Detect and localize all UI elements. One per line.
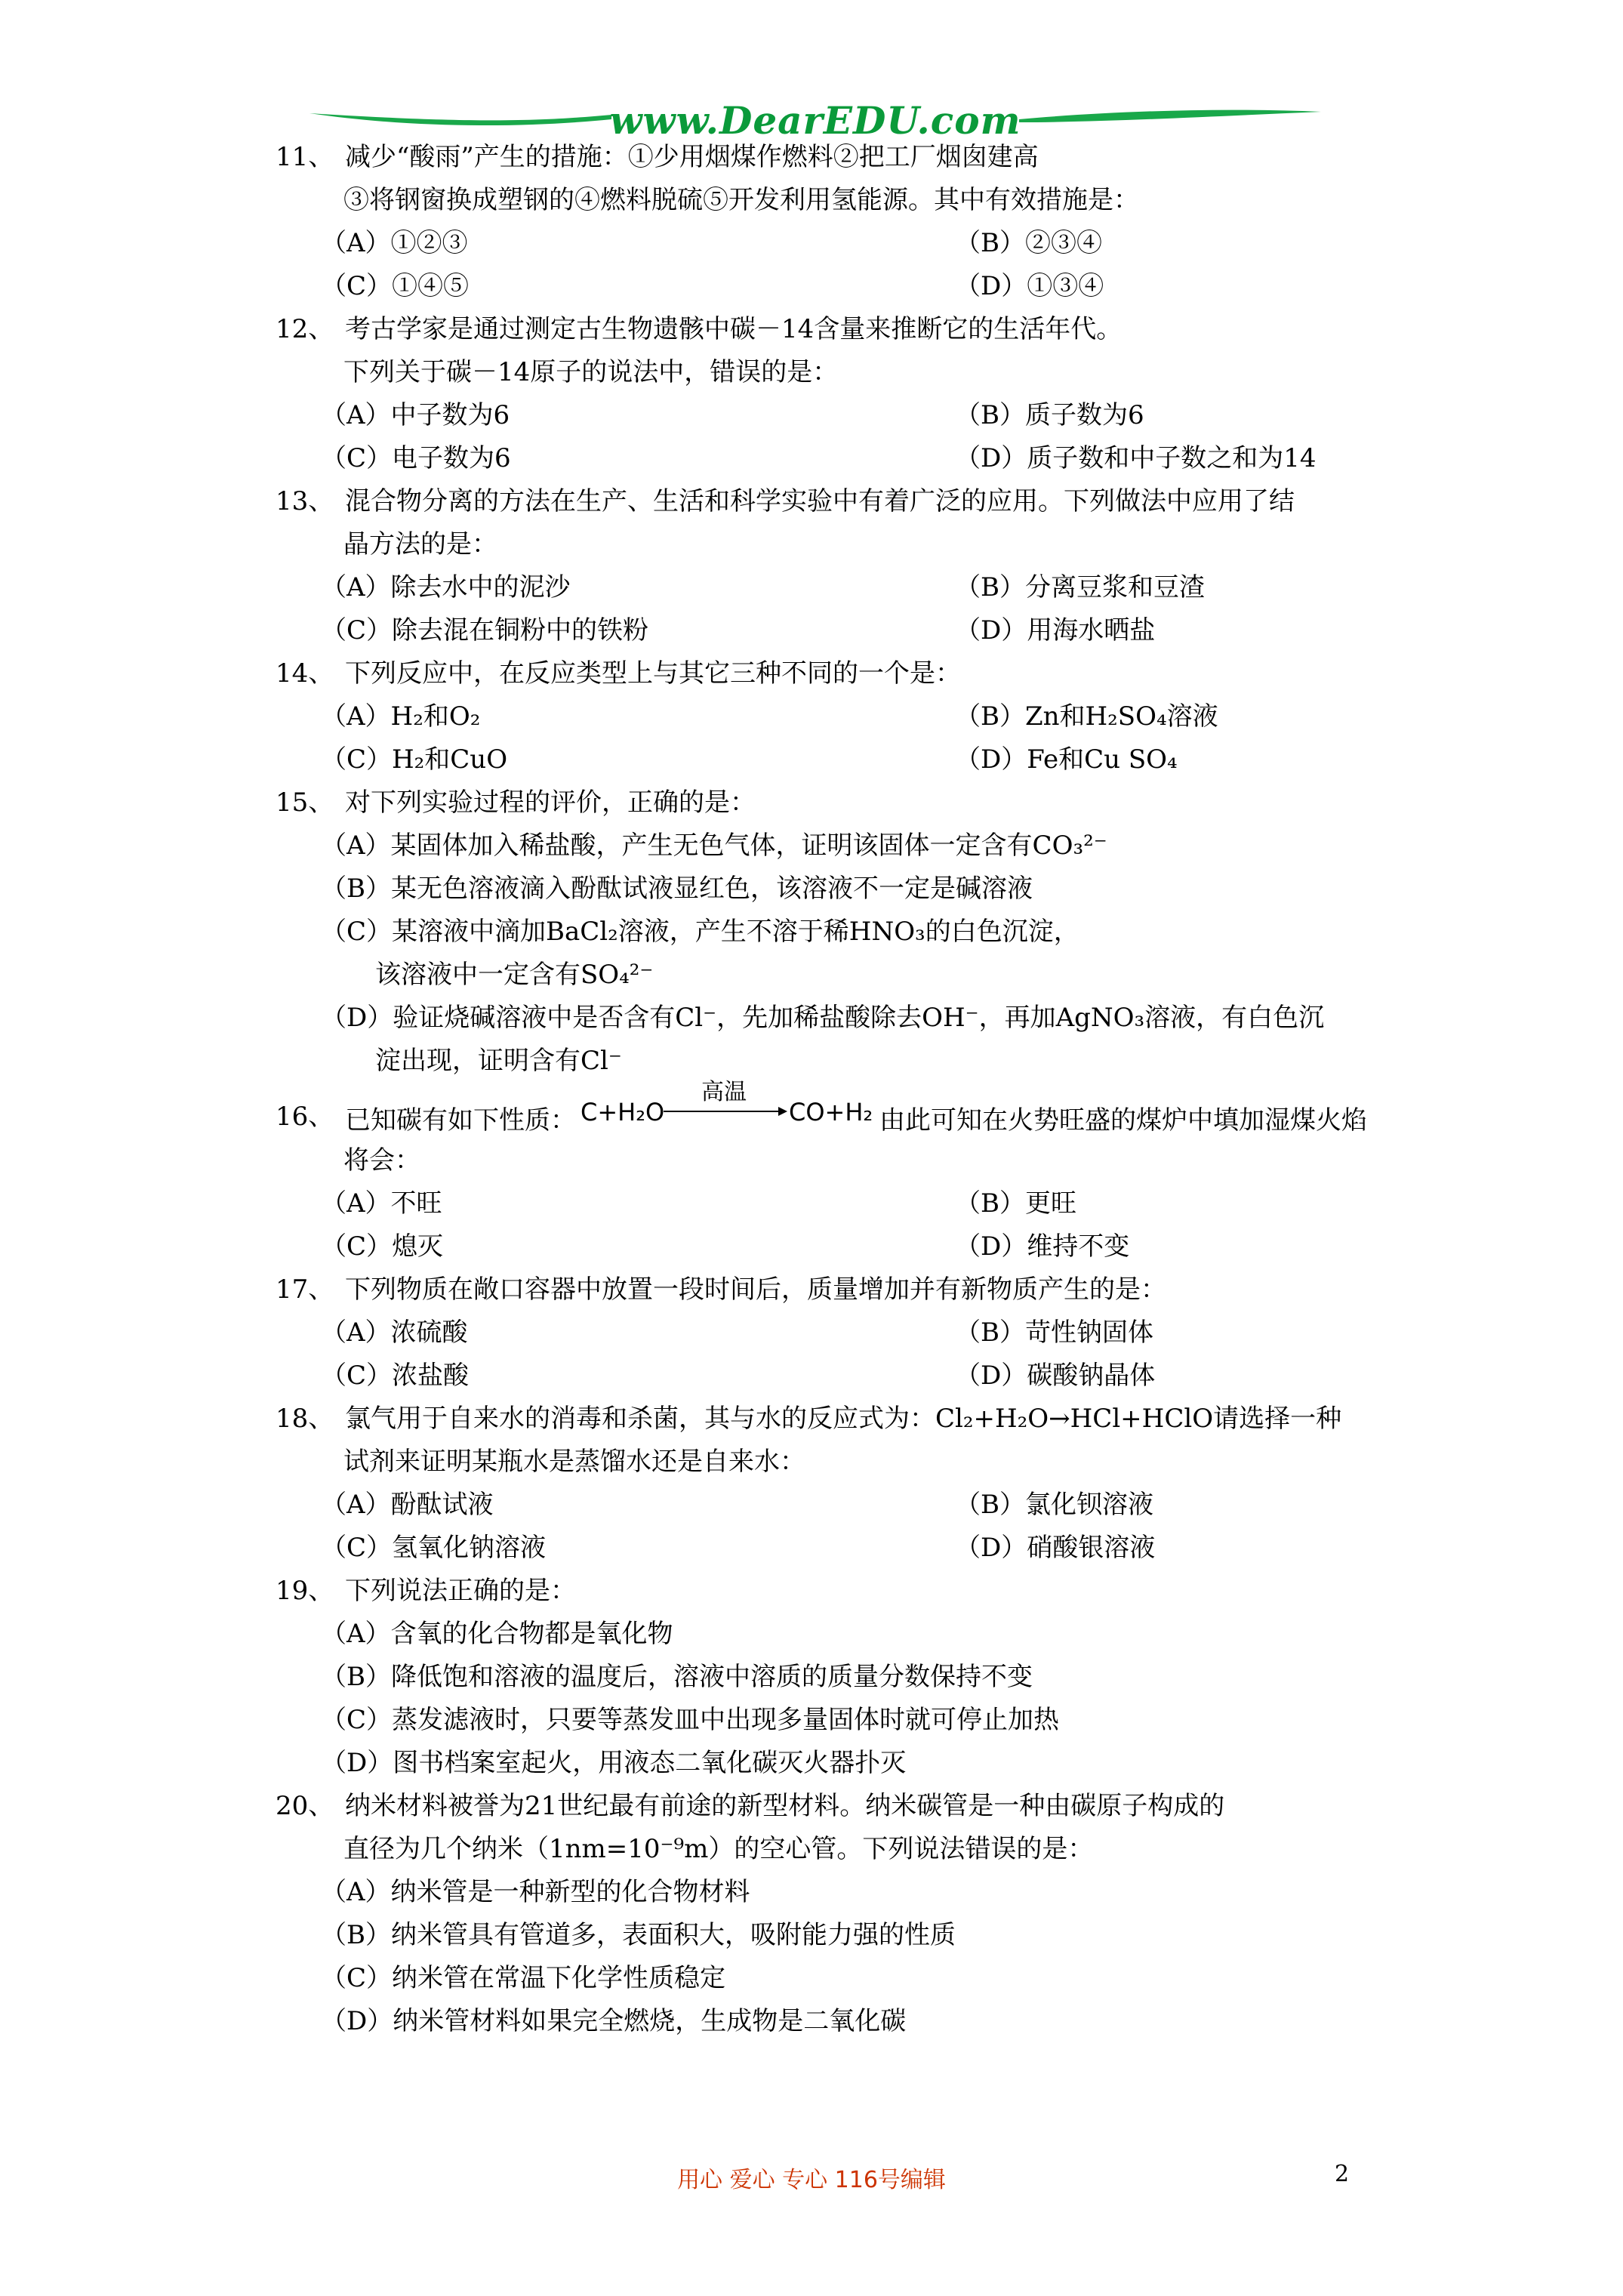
question-14 bbox=[276, 652, 1438, 781]
question-list bbox=[276, 136, 1438, 2043]
option-row bbox=[276, 1354, 1438, 1398]
option: （B）降低饱和溶液的温度后，溶液中溶质的质量分数保持不变 bbox=[321, 1662, 1033, 1692]
option-right: （B）更旺 bbox=[955, 1188, 1076, 1219]
option: （D）图书档案室起火，用液态二氧化碳灭火器扑灭 bbox=[321, 1748, 907, 1778]
stem-continuation: 将会： bbox=[343, 1145, 420, 1176]
option: （C）某溶液中滴加BaCl₂溶液，产生不溶于稀HNO₃的白色沉淀， bbox=[321, 917, 1079, 947]
question-15 bbox=[276, 781, 1438, 1083]
site-url[interactable]: www.DearEDU.com bbox=[609, 98, 1021, 143]
question-number: 19、 bbox=[276, 1576, 334, 1606]
equation-condition: 高温 bbox=[701, 1079, 747, 1105]
option: （A）纳米管是一种新型的化合物材料 bbox=[321, 1877, 750, 1907]
option-row bbox=[276, 437, 1438, 480]
question-stem bbox=[276, 1268, 1438, 1311]
option: （B）纳米管具有管道多，表面积大，吸附能力强的性质 bbox=[321, 1920, 956, 1950]
option-left: （A）①②③ bbox=[321, 228, 468, 258]
equation-right: CO+H₂ bbox=[789, 1098, 873, 1126]
footer-note: 用心 爱心 专心 116号编辑 bbox=[677, 2167, 946, 2193]
question-text: 纳米材料被誉为21世纪最有前途的新型材料。纳米碳管是一种由碳原子构成的 bbox=[345, 1791, 1225, 1821]
stem-continuation: 试剂来证明某瓶水是蒸馏水还是自来水： bbox=[343, 1447, 805, 1477]
question-stem bbox=[276, 136, 1438, 179]
question-number: 11、 bbox=[276, 142, 334, 172]
stem-post: 由此可知在火势旺盛的煤炉中填加湿煤火焰 bbox=[879, 1105, 1367, 1136]
option-right: （B）质子数为6 bbox=[955, 400, 1144, 430]
option: （B）某无色溶液滴入酚酞试液显红色，该溶液不一定是碱溶液 bbox=[321, 874, 1033, 904]
option: （C）纳米管在常温下化学性质稳定 bbox=[321, 1963, 726, 1993]
option-left: （A）中子数为6 bbox=[321, 400, 510, 430]
option-left: （A）H₂和O₂ bbox=[321, 701, 481, 732]
question-number: 18、 bbox=[276, 1404, 334, 1434]
option-left: （C）浓盐酸 bbox=[321, 1361, 470, 1391]
option-left: （A）除去水中的泥沙 bbox=[321, 572, 571, 603]
question-text: 对下列实验过程的评价，正确的是： bbox=[345, 787, 756, 818]
equation-left: C+H₂O bbox=[581, 1098, 665, 1126]
option: （D）纳米管材料如果完全燃烧，生成物是二氧化碳 bbox=[321, 2006, 907, 2036]
stem-continuation: ③将钢窗换成塑钢的④燃料脱硫⑤开发利用氢能源。其中有效措施是： bbox=[343, 185, 1139, 215]
question-18 bbox=[276, 1398, 1438, 1570]
option-left: （C）氢氧化钠溶液 bbox=[321, 1533, 547, 1563]
option-left: （C）电子数为6 bbox=[321, 443, 511, 473]
question-number: 14、 bbox=[276, 658, 334, 689]
question-stem bbox=[276, 652, 1438, 695]
option-right: （D）硝酸银溶液 bbox=[955, 1533, 1156, 1563]
option-right: （D）碳酸钠晶体 bbox=[955, 1361, 1156, 1391]
question-16 bbox=[276, 1079, 1438, 1268]
option-left: （A）不旺 bbox=[321, 1188, 442, 1219]
question-number: 20、 bbox=[276, 1791, 334, 1821]
equation-graphic bbox=[581, 1077, 875, 1130]
option-row bbox=[276, 1311, 1438, 1354]
question-text: 下列反应中，在反应类型上与其它三种不同的一个是： bbox=[345, 658, 961, 689]
option-row bbox=[276, 265, 1438, 308]
option: （D）验证烧碱溶液中是否含有Cl⁻，先加稀盐酸除去OH⁻，再加AgNO₃溶液，有白色沉 bbox=[321, 1003, 1325, 1033]
question-11 bbox=[276, 136, 1438, 308]
reaction-equation bbox=[581, 1077, 875, 1155]
option-continuation: 该溶液中一定含有SO₄²⁻ bbox=[375, 960, 654, 990]
page-number: 2 bbox=[1335, 2161, 1350, 2187]
option-row bbox=[276, 1182, 1438, 1225]
option-right: （D）维持不变 bbox=[955, 1231, 1130, 1262]
option: （C）蒸发滤液时，只要等蒸发皿中出现多量固体时就可停止加热 bbox=[321, 1705, 1060, 1735]
arrow-head-icon bbox=[778, 1107, 787, 1116]
option-row bbox=[276, 738, 1438, 781]
stem-continuation: 直径为几个纳米（1nm=10⁻⁹m）的空心管。下列说法错误的是： bbox=[343, 1834, 1094, 1864]
question-stem bbox=[276, 1570, 1438, 1613]
question-stem bbox=[276, 1785, 1438, 1828]
option-right: （B）氯化钡溶液 bbox=[955, 1490, 1153, 1520]
option-row bbox=[276, 222, 1438, 265]
option-right: （B）苛性钠固体 bbox=[955, 1318, 1153, 1348]
question-number: 17、 bbox=[276, 1274, 334, 1305]
option-left: （C）H₂和CuO bbox=[321, 744, 508, 775]
question-text: 减少“酸雨”产生的措施：①少用烟煤作燃料②把工厂烟囱建高 bbox=[345, 142, 1039, 172]
option-right: （B）②③④ bbox=[955, 228, 1102, 258]
option-row bbox=[276, 1527, 1438, 1570]
question-19 bbox=[276, 1570, 1438, 1785]
option-row bbox=[276, 695, 1438, 738]
option-row bbox=[276, 566, 1438, 609]
stem-continuation: 下列关于碳－14原子的说法中，错误的是： bbox=[343, 357, 839, 387]
option: （A）含氧的化合物都是氧化物 bbox=[321, 1619, 673, 1649]
question-number: 13、 bbox=[276, 486, 334, 516]
option-right: （B）Zn和H₂SO₄溶液 bbox=[955, 701, 1218, 732]
question-20 bbox=[276, 1785, 1438, 2043]
question-number: 16、 bbox=[276, 1102, 334, 1132]
option-row bbox=[276, 1484, 1438, 1527]
option-right: （B）分离豆浆和豆渣 bbox=[955, 572, 1205, 603]
question-13 bbox=[276, 480, 1438, 652]
question-17 bbox=[276, 1268, 1438, 1398]
question-stem bbox=[276, 1398, 1438, 1441]
option-left: （C）熄灭 bbox=[321, 1231, 444, 1262]
stem-continuation: 晶方法的是： bbox=[343, 529, 497, 559]
option-right: （D）质子数和中子数之和为14 bbox=[955, 443, 1317, 473]
question-stem bbox=[276, 308, 1438, 351]
question-text: 考古学家是通过测定古生物遗骸中碳－14含量来推断它的生活年代。 bbox=[345, 314, 1123, 344]
question-stem bbox=[276, 1079, 1438, 1139]
option-row bbox=[276, 609, 1438, 652]
question-text: 氯气用于自来水的消毒和杀菌，其与水的反应式为：Cl₂+H₂O→HCl+HClO请选择一种 bbox=[345, 1404, 1342, 1434]
option-continuation: 淀出现，证明含有Cl⁻ bbox=[375, 1046, 622, 1076]
question-stem bbox=[276, 480, 1438, 523]
option-left: （A）浓硫酸 bbox=[321, 1318, 468, 1348]
option-left: （C）除去混在铜粉中的铁粉 bbox=[321, 615, 649, 646]
question-text: 混合物分离的方法在生产、生活和科学实验中有着广泛的应用。下列做法中应用了结 bbox=[345, 486, 1295, 516]
question-number: 15、 bbox=[276, 787, 334, 818]
question-number: 12、 bbox=[276, 314, 334, 344]
question-12 bbox=[276, 308, 1438, 480]
option-right: （D）用海水晒盐 bbox=[955, 615, 1156, 646]
question-text bbox=[345, 1079, 1367, 1161]
question-stem bbox=[276, 781, 1438, 824]
option-left: （C）①④⑤ bbox=[321, 271, 470, 301]
stem-pre: 已知碳有如下性质： bbox=[345, 1105, 576, 1136]
option-left: （A）酚酞试液 bbox=[321, 1490, 494, 1520]
question-text: 下列物质在敞口容器中放置一段时间后，质量增加并有新物质产生的是： bbox=[345, 1274, 1166, 1305]
option-right: （D）Fe和Cu SO₄ bbox=[955, 744, 1178, 775]
option-row bbox=[276, 394, 1438, 437]
header-banner bbox=[310, 97, 1321, 142]
question-text: 下列说法正确的是： bbox=[345, 1576, 576, 1606]
option-right: （D）①③④ bbox=[955, 271, 1104, 301]
option: （A）某固体加入稀盐酸，产生无色气体，证明该固体一定含有CO₃²⁻ bbox=[321, 831, 1107, 861]
option-row bbox=[276, 1225, 1438, 1268]
